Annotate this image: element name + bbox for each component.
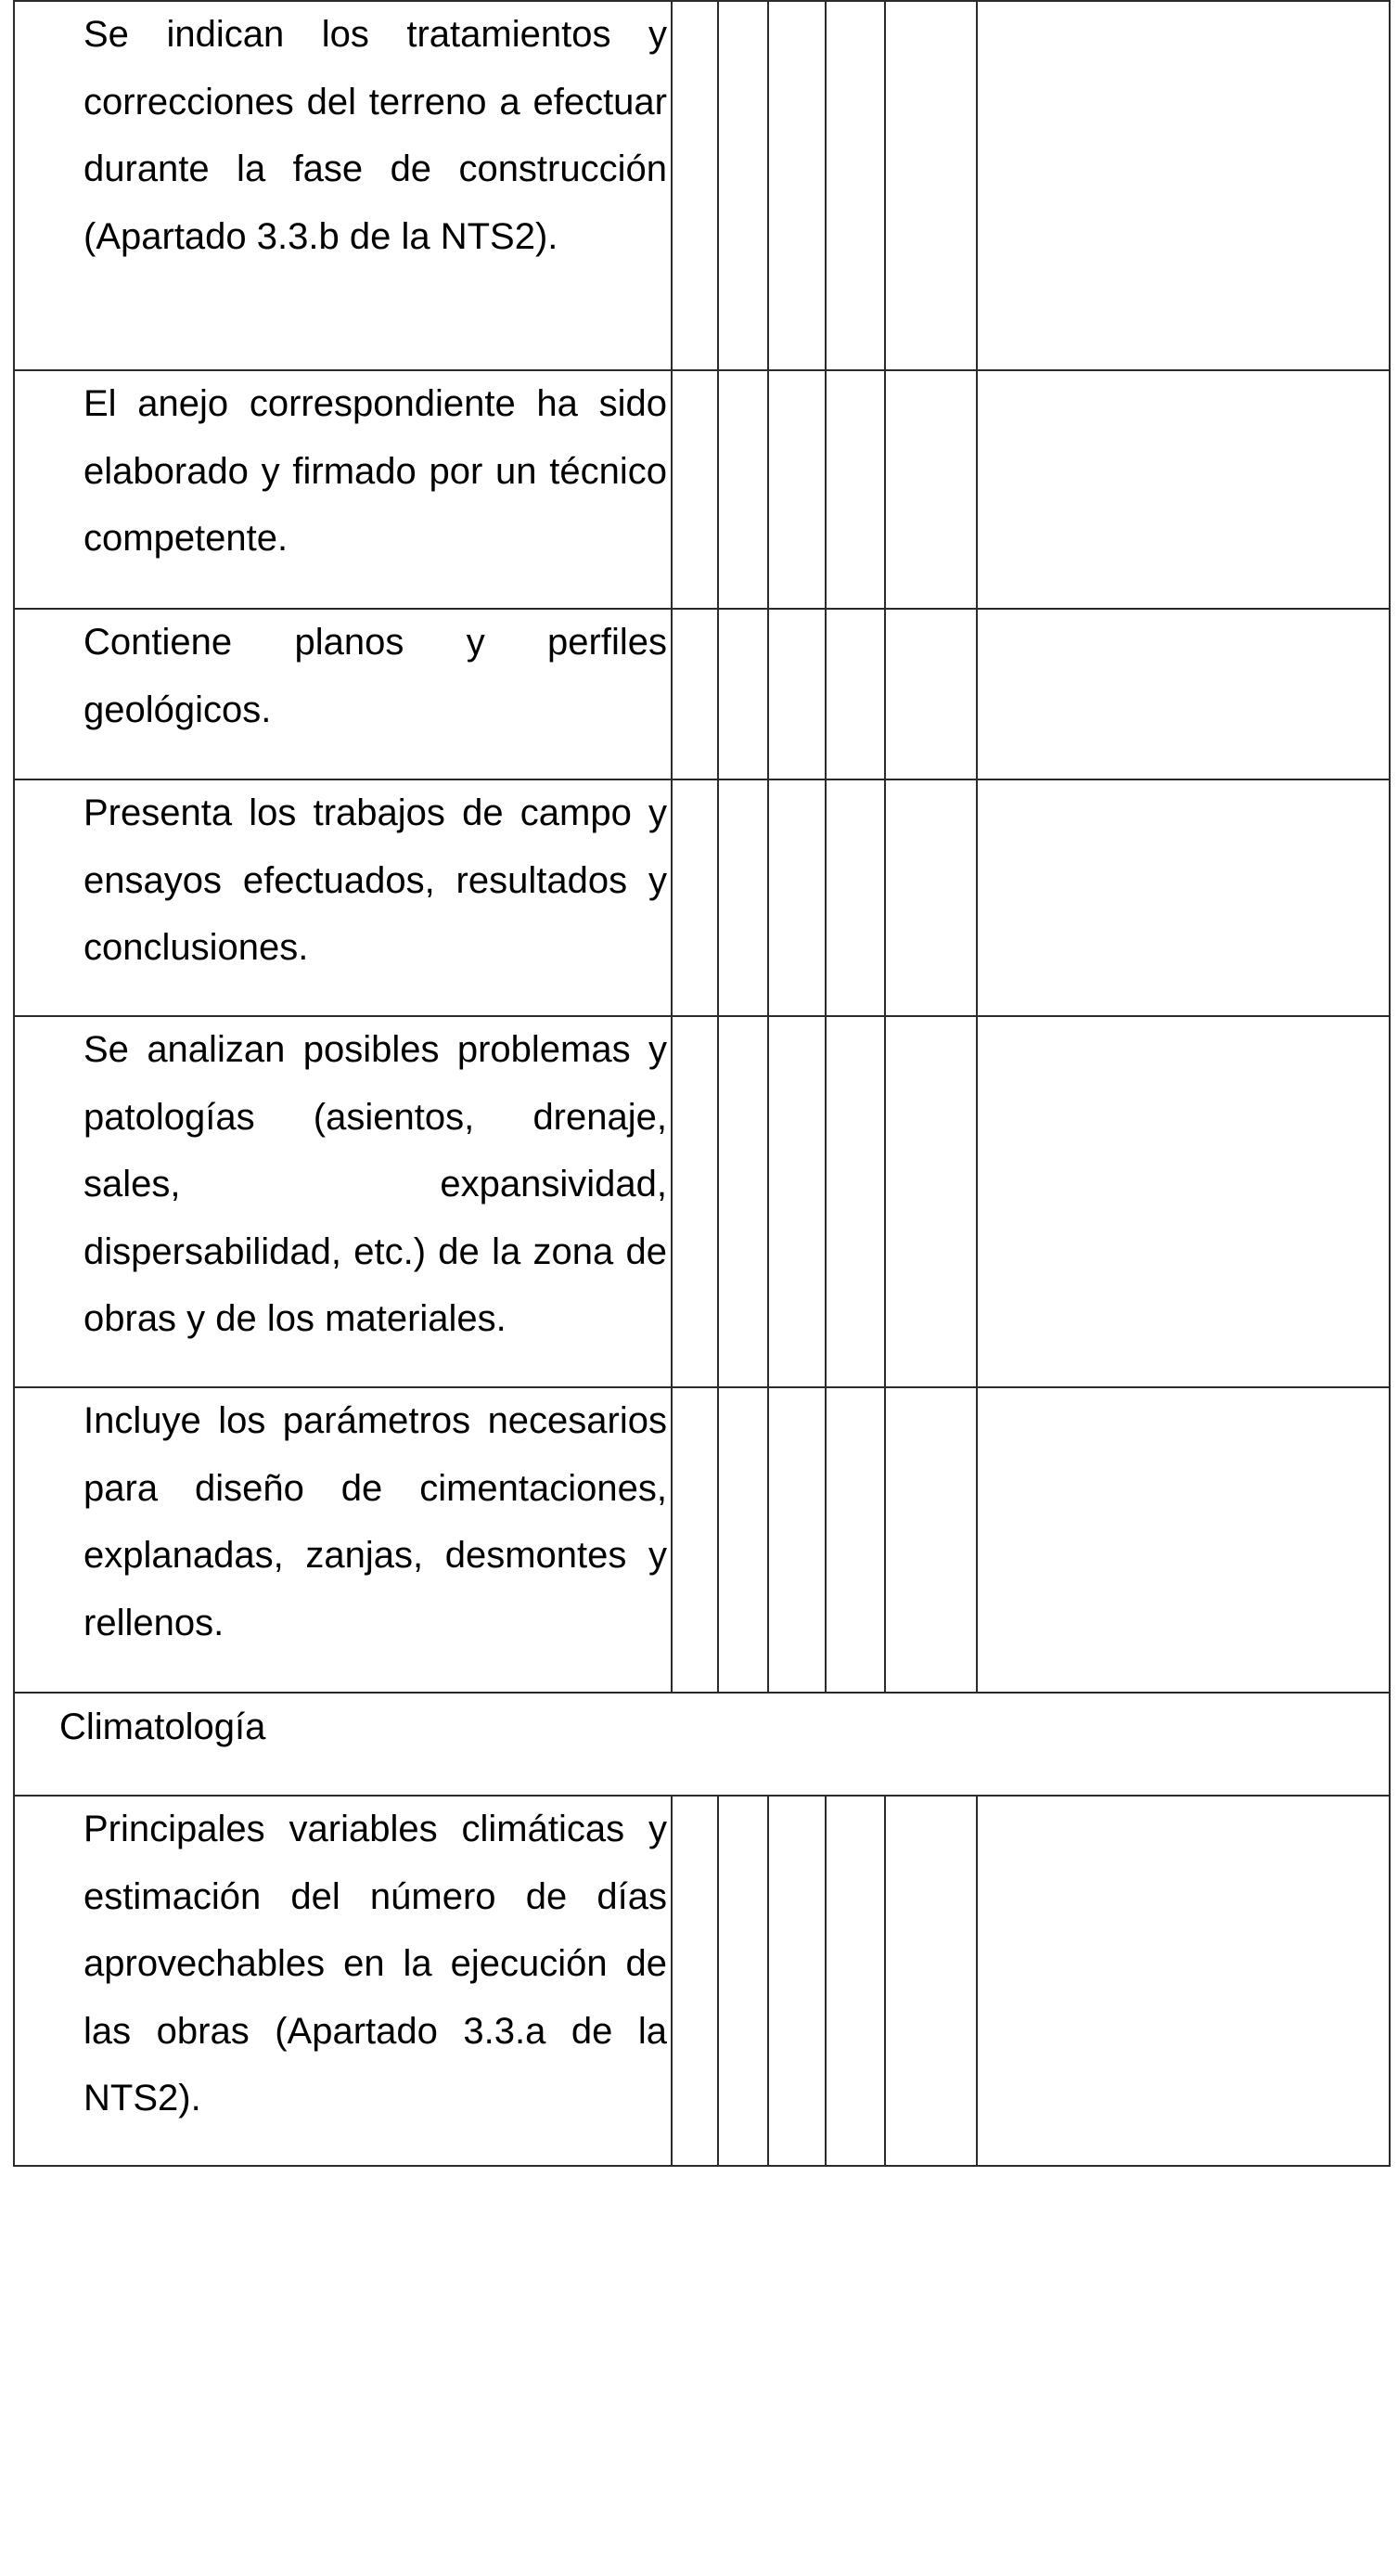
check-cell[interactable]	[672, 370, 718, 609]
check-cell[interactable]	[826, 1016, 885, 1387]
check-cell[interactable]	[885, 609, 977, 779]
item-text: Contiene planos y perfiles geológicos.	[83, 622, 667, 730]
check-cell[interactable]	[885, 1016, 977, 1387]
observations-cell[interactable]	[977, 1016, 1390, 1387]
item-text: Principales variables climáticas y estimación del número de días aprovechables en la ejecución de las obras (Apartado 3.3.a de la NTS2).	[83, 1809, 667, 2119]
table-row	[14, 1, 1390, 370]
check-cell[interactable]	[768, 609, 826, 779]
check-cell[interactable]	[885, 779, 977, 1016]
item-description-cell	[14, 1, 672, 370]
check-cell[interactable]	[768, 779, 826, 1016]
table-row	[14, 370, 1390, 609]
table-row	[14, 779, 1390, 1016]
check-cell[interactable]	[718, 370, 768, 609]
item-description-cell	[14, 370, 672, 609]
observations-cell[interactable]	[977, 1796, 1390, 2166]
check-cell[interactable]	[768, 1, 826, 370]
check-cell[interactable]	[718, 1796, 768, 2166]
check-cell[interactable]	[885, 1796, 977, 2166]
check-cell[interactable]	[672, 609, 718, 779]
check-cell[interactable]	[718, 1016, 768, 1387]
observations-cell[interactable]	[977, 609, 1390, 779]
check-cell[interactable]	[768, 1796, 826, 2166]
table-row	[14, 609, 1390, 779]
item-description-cell	[14, 609, 672, 779]
check-cell[interactable]	[826, 1, 885, 370]
item-text: Se indican los tratamientos y correcciones del terreno a efectuar durante la fase de construcción (Apartado 3.3.b de la NTS2).	[83, 14, 667, 257]
check-cell[interactable]	[826, 1387, 885, 1693]
check-cell[interactable]	[672, 1, 718, 370]
check-cell[interactable]	[718, 609, 768, 779]
check-cell[interactable]	[826, 370, 885, 609]
check-cell[interactable]	[672, 1796, 718, 2166]
observations-cell[interactable]	[977, 779, 1390, 1016]
check-cell[interactable]	[718, 779, 768, 1016]
check-cell[interactable]	[826, 609, 885, 779]
section-title: Climatología	[59, 1707, 266, 1747]
table-row	[14, 1016, 1390, 1387]
check-cell[interactable]	[672, 1016, 718, 1387]
item-text: Presenta los trabajos de campo y ensayos efectuados, resultados y conclusiones.	[83, 792, 667, 968]
check-cell[interactable]	[718, 1387, 768, 1693]
check-cell[interactable]	[672, 779, 718, 1016]
check-cell[interactable]	[885, 1, 977, 370]
check-cell[interactable]	[768, 1016, 826, 1387]
item-description-cell	[14, 1016, 672, 1387]
item-text: El anejo correspondiente ha sido elaborado y firmado por un técnico competente.	[83, 383, 667, 559]
check-cell[interactable]	[718, 1, 768, 370]
observations-cell[interactable]	[977, 1387, 1390, 1693]
table-row	[14, 1387, 1390, 1693]
check-cell[interactable]	[885, 370, 977, 609]
item-text: Se analizan posibles problemas y patologías (asientos, drenaje, sales, expansividad, dispersabilidad, etc.) de la zona de obras y de los materiales.	[83, 1029, 667, 1339]
check-cell[interactable]	[826, 1796, 885, 2166]
check-cell[interactable]	[672, 1387, 718, 1693]
section-header-cell	[14, 1693, 1390, 1796]
item-description-cell	[14, 779, 672, 1016]
item-description-cell	[14, 1387, 672, 1693]
observations-cell[interactable]	[977, 370, 1390, 609]
item-text: Incluye los parámetros necesarios para diseño de cimentaciones, explanadas, zanjas, desmontes y rellenos.	[83, 1400, 667, 1643]
checklist-table	[13, 0, 1391, 2167]
check-cell[interactable]	[768, 1387, 826, 1693]
observations-cell[interactable]	[977, 1, 1390, 370]
check-cell[interactable]	[826, 779, 885, 1016]
table-row	[14, 1796, 1390, 2166]
check-cell[interactable]	[885, 1387, 977, 1693]
check-cell[interactable]	[768, 370, 826, 609]
section-header-row	[14, 1693, 1390, 1796]
item-description-cell	[14, 1796, 672, 2166]
